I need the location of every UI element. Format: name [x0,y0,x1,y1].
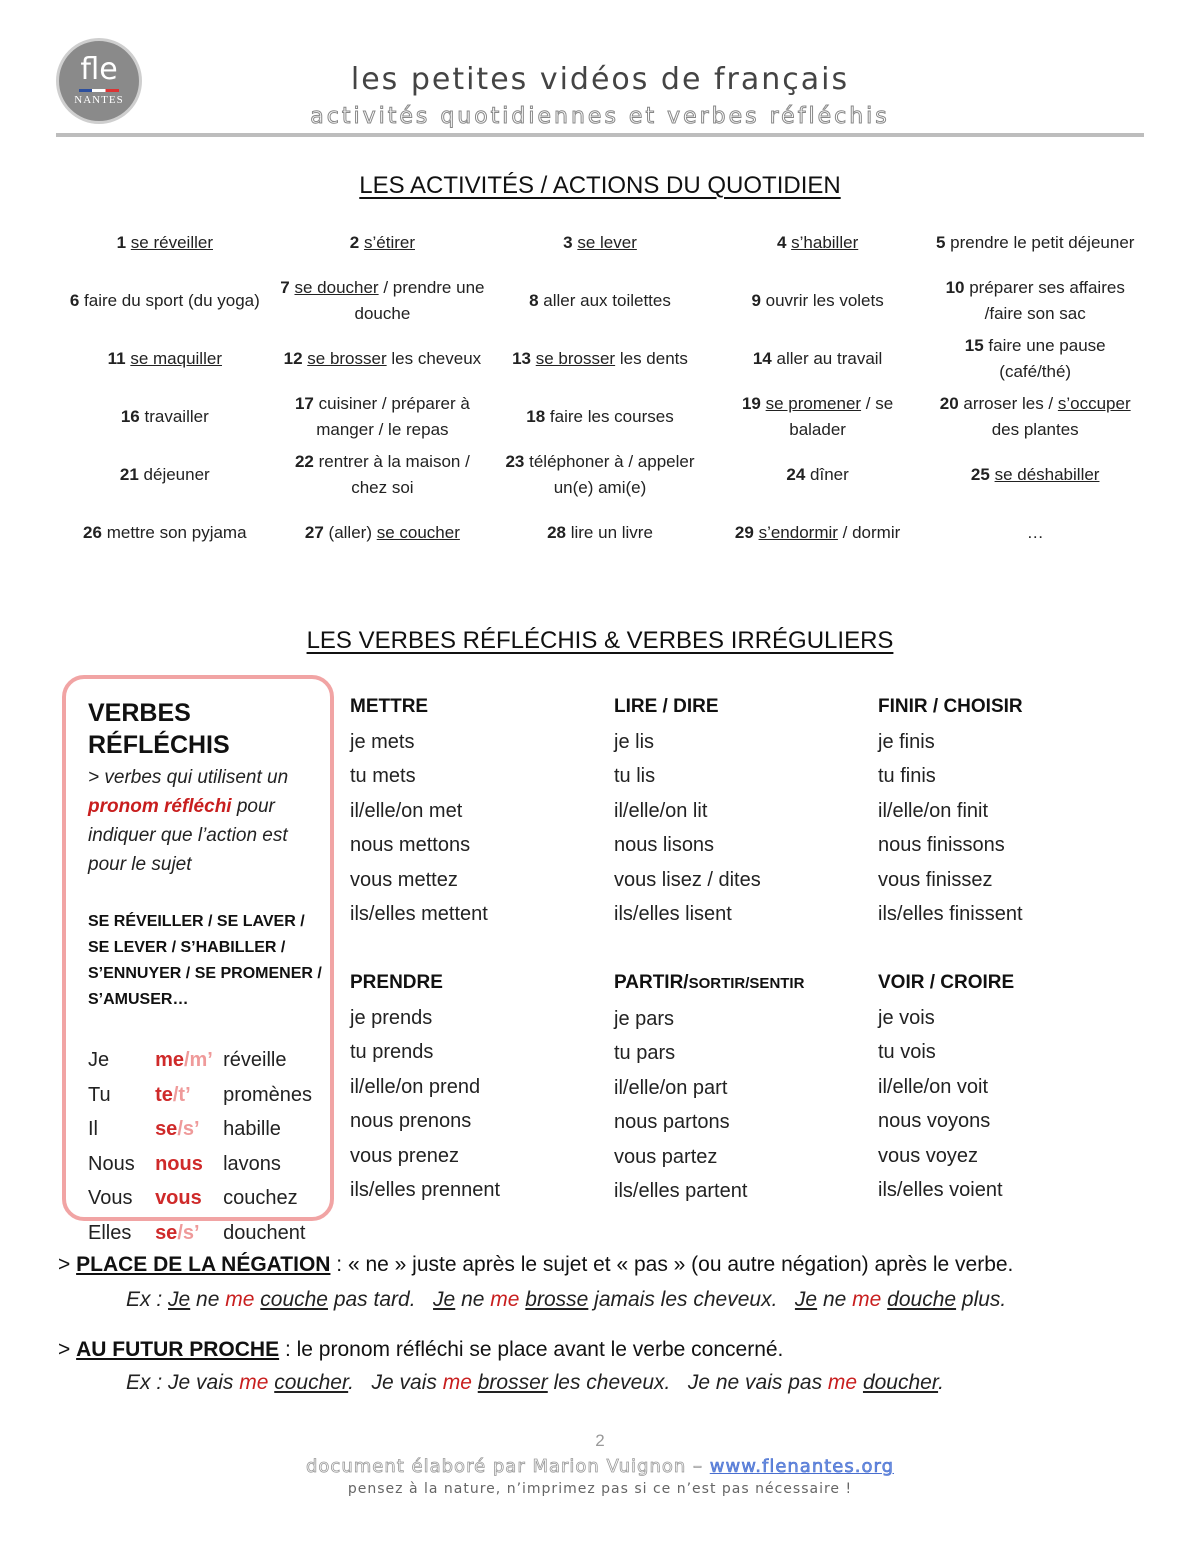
activity-verb: se doucher [294,278,379,297]
activity-text [1027,520,1044,546]
activity-cell [274,446,492,504]
activity-cell [56,272,274,330]
example-text: plus. [956,1288,1007,1311]
activity-label: aller au travail [776,349,883,368]
verb-form: vous finissez [878,868,993,891]
reflexive-description [88,763,330,879]
verb-form: ils/elles finissent [878,903,1023,925]
reflexive-pronoun [155,1147,223,1182]
activity-cell [491,272,709,330]
activity-text [70,288,260,314]
credit-text: document élaboré par Marion Vuignon – [305,1456,710,1477]
activity-verb: se réveiller [130,233,213,252]
activity-cell [491,446,709,504]
activity-text [751,288,883,314]
verb-form: ils/elles mettent [350,903,488,925]
fut-text: : le pronom réfléchi se place avant le verbe concerné. [284,1338,784,1361]
example-text: Ex : Je vais [126,1371,240,1394]
pronoun-full: se [155,1118,178,1140]
verb-conjugation [614,690,761,932]
activity-number: 10 [945,278,965,297]
footer-note: pensez à la nature, n’imprimez pas si ce n’est pas nécessaire ! [347,1481,853,1497]
example-text: Ex : [126,1288,169,1311]
section-title-verbs: LES VERBES RÉFLÉCHIS & VERBES IRRÉGULIERS [306,627,894,654]
desc-part-1: > verbes qui utilisent un [88,767,289,788]
activity-number: 20 [939,394,959,413]
example-pronoun: me [852,1288,882,1311]
verb-form: tu pars [614,1042,676,1064]
example-pronoun: me [225,1288,255,1311]
reflexive-verb-list: SE RÉVEILLER / SE LAVER / SE LEVER / S’HABILLER / S’ENNUYER / SE PROMENER / S’AMUSER… [88,913,322,1008]
activity-verb: se brosser [535,349,616,368]
example-underlined: coucher [274,1371,349,1394]
verb-form: je lis [614,730,655,753]
activity-text [278,449,488,501]
activity-cell [926,330,1144,388]
example-pronoun: me [827,1371,858,1394]
fut-prefix: > [58,1338,71,1361]
neg-prefix: > [58,1253,71,1276]
activity-number: 24 [786,465,806,484]
verb-form: couchez [223,1187,298,1209]
verb-form: réveille [223,1049,287,1071]
verb-form: je prends [350,1006,433,1029]
activity-complement: / prendre une douche [354,278,485,323]
activity-cell [491,388,709,446]
verb-name: PARTIR/ [614,972,689,993]
reflexive-row [88,1078,330,1113]
example-underlined: brosser [477,1371,548,1394]
activity-verb: se maquiller [130,349,222,368]
reflexive-verbs-box [62,675,334,1244]
activity-complement: / se balader [789,394,894,439]
activity-label: rentrer à la maison / chez soi [318,452,470,497]
pronoun-elided: /m’ [183,1049,213,1071]
activity-text [547,520,653,546]
example-pronoun: me [490,1288,520,1311]
activity-cell [274,330,492,388]
activity-number: 27 [304,523,324,542]
activity-text [930,333,1140,385]
verb-conjugation [878,966,1014,1208]
activity-cell [709,214,927,272]
reflexive-pronoun [155,1078,223,1113]
reflexive-pronoun [155,1181,223,1216]
activity-number: 11 [107,349,126,368]
example-underlined: Je [433,1288,456,1311]
subject-pronoun: Je [88,1049,110,1071]
activity-cell [274,214,492,272]
verb-form: tu finis [878,765,936,787]
activity-text [563,230,637,256]
verb-form: vous prenez [350,1144,459,1167]
verb-form: nous lisons [614,834,715,856]
activity-verb: se promener [765,394,862,413]
subject-pronoun: Elles [88,1221,132,1244]
verb-conjugation [614,966,804,1209]
activity-label: aller aux toilettes [543,291,671,310]
verb-title [350,966,500,1001]
activity-number: 2 [349,233,360,252]
example-text: . Je vais [348,1371,443,1394]
reflexive-pronoun [155,1216,223,1251]
reflexive-row [88,1043,330,1078]
activity-number: 19 [741,394,761,413]
verb-form: je finis [878,730,935,753]
reflexive-title: VERBES RÉFLÉCHIS [88,699,230,759]
activity-number: 22 [294,452,314,471]
activity-text [117,230,213,256]
verb-form: vous partez [614,1145,718,1168]
activity-cell [709,504,927,562]
fut-label: AU FUTUR PROCHE [76,1338,280,1361]
activity-number: 15 [964,336,984,355]
verb-form: vous voyez [878,1144,979,1167]
verb-conjugation [878,690,1023,932]
activity-cell [926,272,1144,330]
activity-verb: se lever [577,233,637,252]
activity-cell [56,214,274,272]
activity-label: préparer ses affaires /faire son sac [969,278,1125,323]
pronoun-full: te [155,1083,173,1106]
activity-label: faire du sport (du yoga) [84,291,260,310]
activity-text [108,346,222,372]
activity-text [120,462,210,488]
verb-form: nous voyons [878,1110,991,1132]
pronoun-full: me [155,1049,184,1071]
verb-form: nous finissons [878,834,1005,856]
activity-cell [491,504,709,562]
example-underlined: doucher [862,1371,939,1394]
activity-cell [491,330,709,388]
activity-cell [709,388,927,446]
verb-form: nous partons [614,1111,730,1133]
activity-text [278,275,488,327]
desc-highlight: pronom réfléchi [88,796,232,817]
example-text: . [938,1371,944,1394]
subject-pronoun: Nous [88,1152,135,1175]
verb-title [350,690,488,725]
activity-label: dîner [810,465,849,484]
example-underlined: brosse [525,1288,589,1311]
example-pronoun: me [239,1371,269,1394]
page-number: 2 [595,1431,605,1450]
activity-text [526,404,673,430]
reflexive-row [88,1147,330,1182]
verb-name: PRENDRE [350,972,443,993]
example-underlined: douche [887,1288,957,1311]
activity-text [350,230,415,256]
verb-title [614,966,804,1002]
header-divider [56,133,1144,137]
example-text: ne [455,1288,491,1311]
verb-form: habille [223,1118,281,1140]
activity-number: 21 [119,465,139,484]
activity-label: cuisiner / préparer à manger / le repas [316,394,470,439]
verb-form: nous mettons [350,834,471,856]
activity-number: 26 [83,523,102,542]
activity-cell [926,214,1144,272]
activity-number: 17 [294,394,314,413]
activity-cell [274,504,492,562]
activity-number: 5 [935,233,946,252]
activity-text [121,404,209,430]
subject-pronoun: Vous [88,1187,133,1209]
activity-verb: s’occuper [1057,394,1131,413]
pronoun-elided: /s’ [177,1221,200,1244]
activity-cell [926,388,1144,446]
verb-form: vous mettez [350,868,458,891]
footer-credit [0,1456,1200,1477]
verb-form: je mets [350,730,415,753]
activity-number: 12 [283,349,303,368]
activity-number: 23 [505,452,525,471]
activity-number: 3 [563,233,573,252]
activity-label: mettre son pyjama [106,523,247,542]
activity-number: 9 [751,291,761,310]
activity-cell [274,272,492,330]
activity-label: ouvrir les volets [765,291,884,310]
activity-cell [926,446,1144,504]
verb-title [878,966,1014,1001]
activity-cell [274,388,492,446]
activity-number: 29 [734,523,754,542]
activity-number: 7 [280,278,290,297]
activity-label: prendre le petit déjeuner [950,233,1135,252]
verb-form: ils/elles lisent [614,903,732,925]
pronoun-full: se [155,1221,178,1244]
example-text: pas tard. [327,1288,434,1311]
activity-text [930,391,1140,443]
activity-verb: s’endormir [758,523,838,542]
verb-form: douchent [223,1221,306,1244]
activity-text [971,462,1100,488]
activity-text [512,346,688,372]
verb-form: promènes [223,1083,313,1106]
reflexive-pronoun [155,1112,223,1147]
verb-name: FINIR / CHOISIR [878,696,1023,717]
activity-verb: s’étirer [363,233,415,252]
desc-part-2: pour indiquer que l’action est pour le sujet [88,796,288,875]
activity-cell [709,330,927,388]
activity-verb: se déshabiller [994,465,1100,484]
future-example [126,1368,944,1398]
activity-complement: les cheveux [391,349,482,368]
example-underlined: Je [168,1288,191,1311]
activity-complement: / dormir [842,523,901,542]
negation-rule [58,1250,1013,1280]
verb-form: tu lis [614,765,656,787]
subject-pronoun: Tu [88,1083,111,1106]
verb-form: je pars [614,1007,675,1030]
document-subtitle: activités quotidiennes et verbes réfléchis [310,104,890,129]
section-title-activities: LES ACTIVITÉS / ACTIONS DU QUOTIDIEN [359,172,841,199]
activity-number: 1 [116,233,127,252]
example-underlined: couche [260,1288,328,1311]
reflexive-pronoun [155,1043,223,1078]
verb-form: il/elle/on finit [878,799,989,822]
verb-form: tu vois [878,1041,936,1063]
activity-text [936,230,1135,256]
activity-cell [56,446,274,504]
verb-form: il/elle/on met [350,799,463,822]
document-title: les petites vidéos de français [350,62,850,97]
activity-text [735,520,900,546]
activity-cell [709,446,927,504]
activity-cell [56,388,274,446]
neg-label: PLACE DE LA NÉGATION [76,1253,331,1276]
verb-name-extra: SORTIR/SENTIR [688,975,805,992]
verb-title [614,690,761,725]
reflexive-row [88,1181,330,1216]
verb-form: lavons [223,1152,281,1175]
activity-label: déjeuner [143,465,210,484]
website-link[interactable]: www.flenantes.org [709,1456,894,1477]
activity-text [284,346,482,372]
activity-number: 18 [526,407,546,426]
neg-text: : « ne » juste après le sujet et « pas » (ou autre négation) après le verbe. [336,1253,1014,1276]
verb-form: vous lisez / dites [614,868,761,891]
verb-name: LIRE / DIRE [614,696,719,717]
activity-cell [56,330,274,388]
example-text: ne [817,1288,853,1311]
reflexive-row [88,1112,330,1147]
activity-text [753,346,882,372]
activity-label: lire un livre [570,523,653,542]
activity-label: travailler [144,407,209,426]
activity-number: 28 [547,523,566,542]
activity-label: faire les courses [549,407,674,426]
verb-form: il/elle/on part [614,1076,728,1099]
activity-label: téléphoner à / appeler un(e) ami(e) [529,452,695,497]
verb-form: ils/elles voient [878,1179,1003,1201]
subject-pronoun: Il [88,1118,98,1140]
activity-number: 6 [69,291,80,310]
verb-form: tu prends [350,1041,434,1063]
example-pronoun: me [442,1371,472,1394]
activity-complement: les dents [619,349,688,368]
pronoun-elided: /s’ [177,1118,200,1140]
activity-text [777,230,858,256]
example-text: ne [190,1288,226,1311]
pronoun-elided: /t’ [172,1083,191,1106]
verb-form: tu mets [350,765,416,787]
activity-text [529,288,671,314]
activity-number: 25 [970,465,990,484]
verb-form: il/elle/on lit [614,799,708,822]
activity-verb: se coucher [376,523,460,542]
activity-text [495,449,705,501]
reflexive-conjugation [88,1043,330,1250]
activity-label: arroser les / [963,394,1054,413]
logo-text: fle [80,52,118,87]
activity-text [713,391,923,443]
verb-form: il/elle/on voit [878,1075,989,1098]
activities-grid [56,214,1144,562]
verb-name: VOIR / CROIRE [878,972,1015,993]
example-text: les cheveux. Je ne vais pas [547,1371,828,1394]
example-underlined: Je [794,1288,818,1311]
future-rule [58,1335,783,1365]
activity-number: 13 [512,349,531,368]
activity-text [278,391,488,443]
verb-title [878,690,1023,725]
activity-number: 4 [776,233,787,252]
activity-verb: s’habiller [791,233,859,252]
activity-label: (aller) [328,523,372,542]
activity-text [930,275,1140,327]
activity-text [305,520,460,546]
activity-cell [709,272,927,330]
activity-text [786,462,848,488]
verb-form: ils/elles partent [614,1180,748,1202]
activity-cell [491,214,709,272]
activity-verb: se brosser [307,349,387,368]
activity-cell [56,504,274,562]
verb-form: je vois [878,1006,935,1029]
activity-complement: des plantes [991,420,1079,439]
verb-form: nous prenons [350,1110,472,1132]
logo-city: NANTES [74,94,124,106]
activity-cell [926,504,1144,562]
verb-conjugation [350,966,500,1208]
activity-label: faire une pause (café/thé) [988,336,1106,381]
activity-label: … [1026,523,1044,542]
verb-form: ils/elles prennent [350,1179,501,1201]
reflexive-row [88,1216,330,1251]
verb-form: il/elle/on prend [350,1075,481,1098]
pronoun-full: vous [155,1187,202,1209]
negation-example [126,1285,1006,1315]
example-text: jamais les cheveux. [588,1288,795,1311]
activity-number: 14 [752,349,772,368]
activity-number: 8 [529,291,539,310]
activity-text [83,520,247,546]
activity-number: 16 [120,407,140,426]
pronoun-full: nous [155,1152,203,1175]
verb-conjugation [350,690,488,932]
verb-name: METTRE [350,696,429,717]
